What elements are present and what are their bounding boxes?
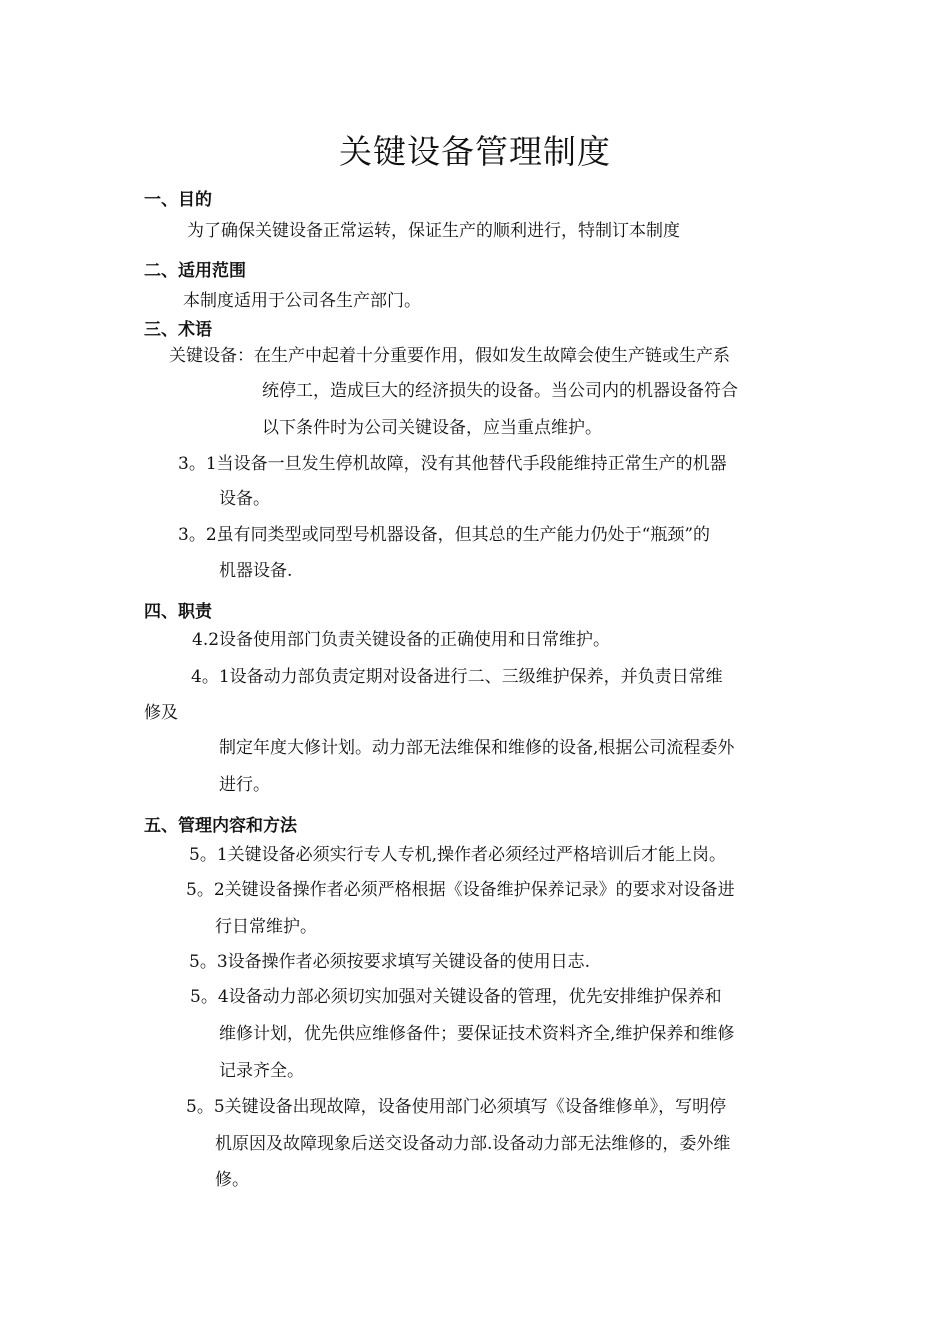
duties-line: 4.2设备使用部门负责关键设备的正确使用和日常维护。 <box>192 630 611 650</box>
scope-text: 本制度适用于公司各生产部门。 <box>183 291 421 311</box>
management-line: 5。2关键设备操作者必须严格根据《设备维护保养记录》的要求对设备进 <box>186 880 735 900</box>
purpose-text: 为了确保关键设备正常运转，保证生产的顺利进行，特制订本制度 <box>187 221 680 241</box>
management-line: 修。 <box>215 1170 249 1190</box>
management-line: 机原因及故障现象后送交设备动力部.设备动力部无法维修的，委外维 <box>215 1134 731 1154</box>
management-line: 记录齐全。 <box>219 1061 304 1081</box>
management-line: 行日常维护。 <box>215 917 317 937</box>
management-line: 5。1关键设备必须实行专人专机,操作者必须经过严格培训后才能上岗。 <box>189 845 727 865</box>
terms-line: 以下条件时为公司关键设备，应当重点维护。 <box>262 418 602 438</box>
section-heading-scope: 二、适用范围 <box>144 261 246 281</box>
duties-line: 进行。 <box>219 775 270 795</box>
management-line: 维修计划，优先供应维修备件；要保证技术资料齐全,维护保养和维修 <box>219 1024 735 1044</box>
terms-line: 机器设备. <box>219 561 293 581</box>
section-heading-terms: 三、术语 <box>144 320 212 340</box>
document-title: 关键设备管理制度 <box>339 132 611 171</box>
terms-line: 统停工，造成巨大的经济损失的设备。当公司内的机器设备符合 <box>262 381 738 401</box>
duties-line: 修及 <box>144 703 178 723</box>
duties-line: 4。1设备动力部负责定期对设备进行二、三级维护保养，并负责日常维 <box>191 667 723 687</box>
management-line: 5。3设备操作者必须按要求填写关键设备的使用日志. <box>189 952 591 972</box>
terms-line: 设备。 <box>219 489 270 509</box>
management-line: 5。4设备动力部必须切实加强对关键设备的管理，优先安排维护保养和 <box>190 987 722 1007</box>
section-heading-purpose: 一、目的 <box>144 190 212 210</box>
duties-line: 制定年度大修计划。动力部无法维保和维修的设备,根据公司流程委外 <box>219 738 735 758</box>
section-heading-duties: 四、职责 <box>144 602 212 622</box>
terms-line: 3。2虽有同类型或同型号机器设备，但其总的生产能力仍处于“瓶颈”的 <box>178 525 711 545</box>
terms-line: 关键设备：在生产中起着十分重要作用，假如发生故障会使生产链或生产系 <box>169 346 730 366</box>
section-heading-management: 五、管理内容和方法 <box>144 816 297 836</box>
management-line: 5。5关键设备出现故障，设备使用部门必须填写《设备维修单》，写明停 <box>186 1097 727 1117</box>
terms-line: 3。1当设备一旦发生停机故障，没有其他替代手段能维持正常生产的机器 <box>178 454 727 474</box>
